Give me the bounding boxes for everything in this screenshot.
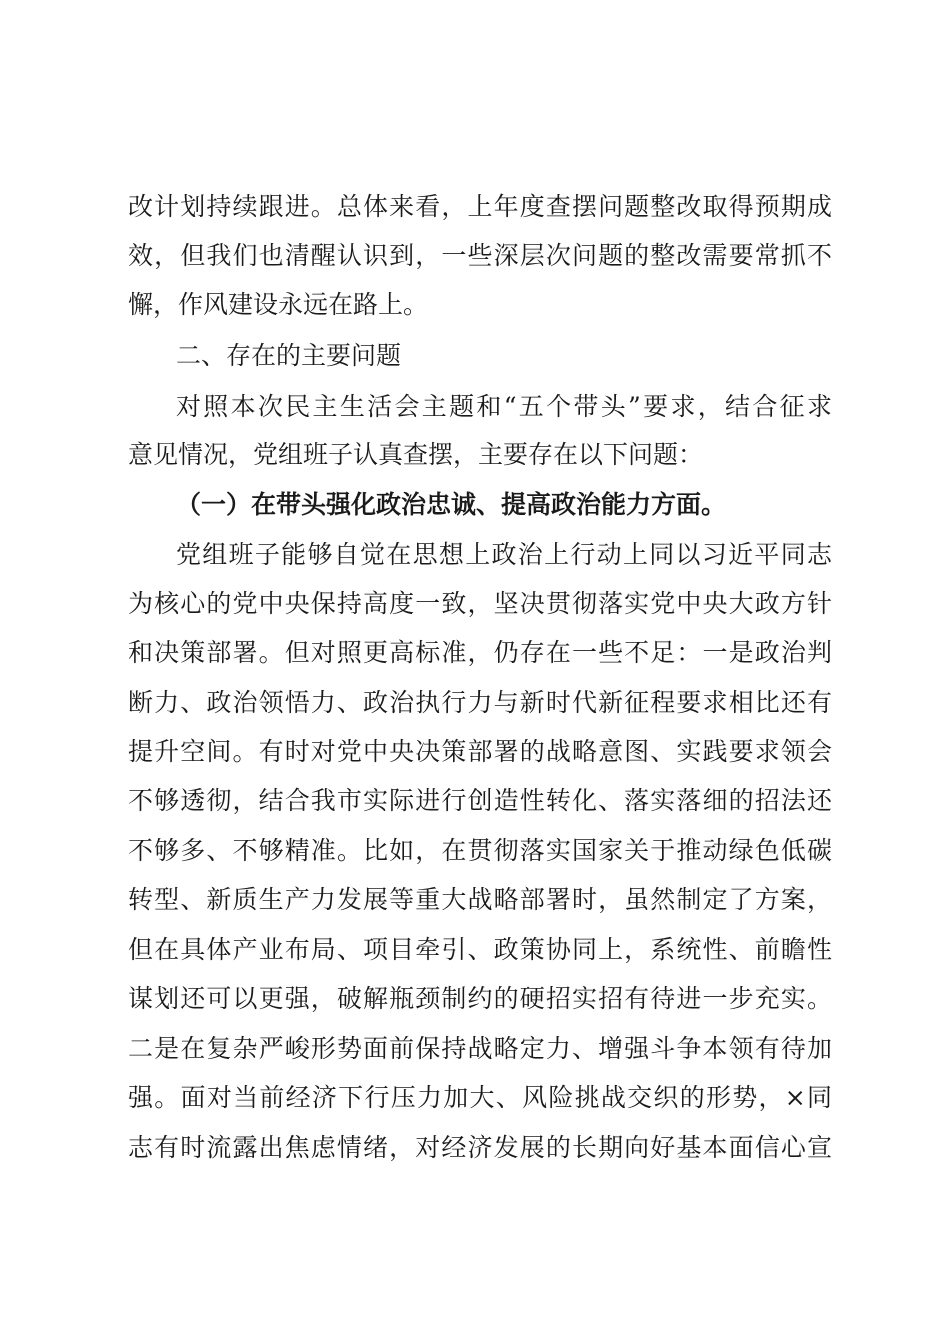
paragraph-line: 意见情况，党组班子认真查摆，主要存在以下问题： <box>128 440 704 469</box>
paragraph-line: 懈，作风建设永远在路上。 <box>128 290 429 319</box>
paragraph-line: 效，但我们也清醒认识到，一些深层次问题的整改需要常抓不 <box>128 241 832 270</box>
paragraph-line: 转型、新质生产力发展等重大战略部署时，虽然制定了方案， <box>128 885 832 914</box>
paragraph-line: 断力、政治领悟力、政治执行力与新时代新征程要求相比还有 <box>128 688 832 717</box>
paragraph-line: 对照本次民主生活会主题和“五个带头”要求，结合征求 <box>176 392 832 421</box>
paragraph-line: 提升空间。有时对党中央决策部署的战略意图、实践要求领会 <box>128 737 832 766</box>
paragraph-line: 党组班子能够自觉在思想上政治上行动上同以习近平同志 <box>176 540 832 569</box>
section-heading: 二、存在的主要问题 <box>176 341 402 370</box>
paragraph-line: 不够透彻，结合我市实际进行创造性转化、落实落细的招法还 <box>128 786 832 815</box>
paragraph-line: 和决策部署。但对照更高标准，仍存在一些不足：一是政治判 <box>128 638 832 667</box>
subsection-heading: （一）在带头强化政治忠诚、提高政治能力方面。 <box>176 490 727 519</box>
paragraph-line: 为核心的党中央保持高度一致，坚决贯彻落实党中央大政方针 <box>128 589 832 618</box>
paragraph-line: 改计划持续跟进。总体来看，上年度查摆问题整改取得预期成 <box>128 192 832 221</box>
paragraph-line: 但在具体产业布局、项目牵引、政策协同上，系统性、前瞻性 <box>128 935 832 964</box>
paragraph-line: 二是在复杂严峻形势面前保持战略定力、增强斗争本领有待加 <box>128 1034 832 1063</box>
paragraph-line: 志有时流露出焦虑情绪，对经济发展的长期向好基本面信心宣 <box>128 1133 832 1162</box>
paragraph-line: 强。面对当前经济下行压力加大、风险挑战交织的形势，×同 <box>128 1083 832 1112</box>
paragraph-line: 不够多、不够精准。比如，在贯彻落实国家关于推动绿色低碳 <box>128 836 832 865</box>
paragraph-line: 谋划还可以更强，破解瓶颈制约的硬招实招有待进一步充实。 <box>128 984 832 1013</box>
